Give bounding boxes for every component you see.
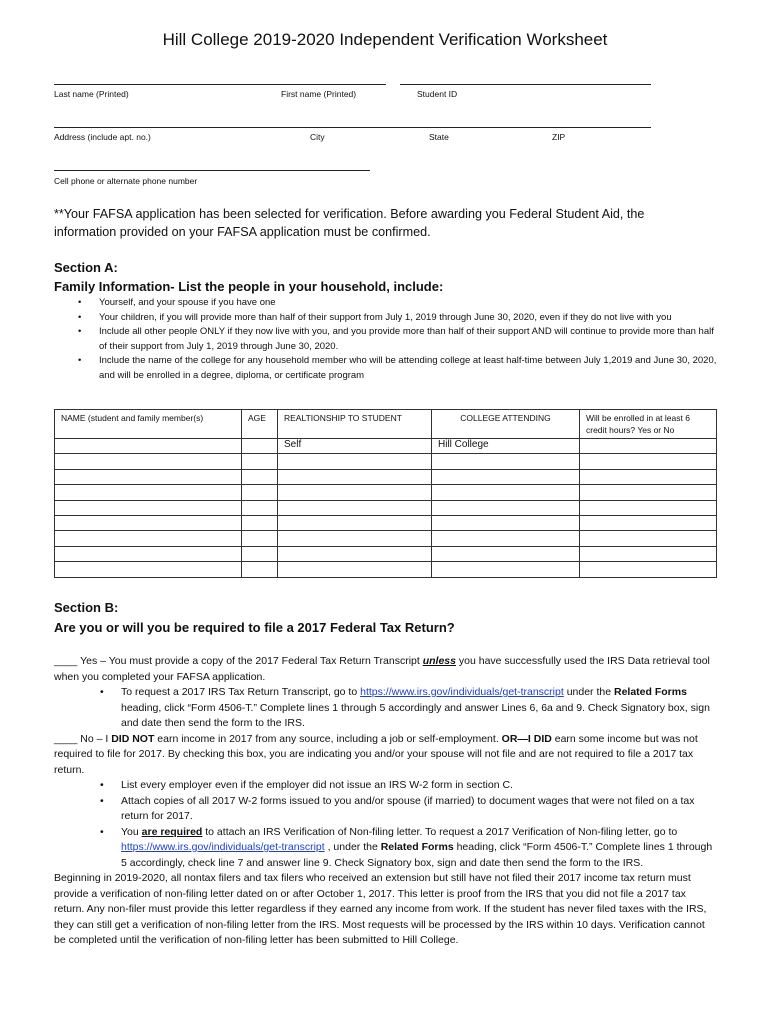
related-forms-text: Related Forms xyxy=(613,686,687,698)
cell-relationship[interactable] xyxy=(278,485,432,500)
list-item: • Yourself, and your spouse if you have one xyxy=(54,296,724,311)
first-name-label: First name (Printed) xyxy=(281,89,357,99)
cell-college[interactable] xyxy=(432,485,580,500)
list-item: • Include all other people ONLY if they now live with you, and you provide more than half of their support AND will continue to provide more than half of their support from July 1, 2019 through June 30, 2020. xyxy=(54,325,724,354)
cell-name[interactable] xyxy=(55,469,242,484)
closing-paragraph: Beginning in 2019-2020, all nontax filers and tax filers who received an extension but still have not filed their 2017 income tax return must provide a verification of non-filing letter dated on or after October 1, 2017. This letter is proof from the IRS that you did not file a 2017 tax return. Any non-filer must provide this letter regardless if they earned any income from work. If the student has never filed taxes with the IRS, they can still get a verification of non-filing letter from the IRS. Most requests will be processed by the IRS within 10 days. Verification cannot be completed until the verification of non-filing letter has been submitted to Hill College. xyxy=(54,872,707,946)
section-a-title: Section A: xyxy=(54,260,118,275)
table-header-row xyxy=(55,410,717,439)
bullet-text: To request a 2017 IRS Tax Return Transcript, go to xyxy=(121,686,361,698)
cell-relationship[interactable] xyxy=(278,562,432,577)
cell-age[interactable] xyxy=(242,485,278,500)
bullet-text: , under the xyxy=(324,841,381,853)
did-not-text: DID NOT xyxy=(111,732,155,745)
list-item: • Your children, if you will provide more than half of their support from July 1, 2019 through June 30, 2020, even if they do not live with you xyxy=(54,311,724,326)
cell-name[interactable] xyxy=(55,439,242,454)
bullet-text: heading, click “Form 4506-T.” Complete lines 1 through 5 accordingly, check line 7 and answer line 9. Check Signatory box, sign and date then send the form to the IRS. xyxy=(121,841,713,869)
cell-age[interactable] xyxy=(242,515,278,530)
cell-age[interactable] xyxy=(242,562,278,577)
bullet-text: under the xyxy=(563,686,614,698)
last-first-name-line[interactable] xyxy=(54,84,386,85)
address-label: Address (include apt. no.) xyxy=(54,132,151,142)
cell-relationship[interactable] xyxy=(278,515,432,530)
cell-age[interactable] xyxy=(242,531,278,546)
list-item xyxy=(54,825,718,872)
no-text: earn some income but was not required to file for 2017. By checking this box, you are indicating you and/or your spouse will not file and are not required to file a 2017 tax return. xyxy=(54,732,698,776)
household-table xyxy=(54,409,717,578)
cell-name[interactable] xyxy=(55,531,242,546)
last-name-label: Last name (Printed) xyxy=(54,89,129,99)
cell-name[interactable] xyxy=(55,515,242,530)
cell-enrolled[interactable] xyxy=(580,515,717,530)
address-line[interactable] xyxy=(54,127,651,128)
bullet-text: heading, click “Form 4506-T.” Complete lines 1 through 5 accordingly and answer Lines 6, 6a and 9. Check Signatory box, sign and date then send the form to the IRS. xyxy=(121,701,710,729)
are-required-text: are required xyxy=(141,825,203,838)
cell-relationship[interactable] xyxy=(278,546,432,561)
list-item: • List every employer even if the employer did not issue an IRS W-2 form in section C. xyxy=(54,778,718,794)
irs-nonfiling-link[interactable]: https://www.irs.gov/individuals/get-transcript xyxy=(121,841,325,853)
no-text: earn income in 2017 from any source, including a job or self-employment. xyxy=(154,732,502,745)
phone-label: Cell phone or alternate phone number xyxy=(54,176,198,186)
unless-text: unless xyxy=(422,655,456,667)
phone-line[interactable] xyxy=(54,170,370,171)
table-row xyxy=(55,439,717,454)
no-blank[interactable]: ____ xyxy=(54,732,78,745)
or-did-text: OR—I DID xyxy=(501,732,552,745)
section-a-bullets xyxy=(54,296,724,384)
cell-enrolled[interactable] xyxy=(580,454,717,469)
related-forms-text: Related Forms xyxy=(380,841,454,853)
list-item: • Include the name of the college for any household member who will be attending college at least half-time between July 1,2019 and June 30, 2020, and will be enrolled in a degree, diploma, or certificate program xyxy=(54,354,724,383)
col-age-header: AGE xyxy=(242,410,278,439)
cell-enrolled[interactable] xyxy=(580,500,717,515)
section-b-subtitle: Are you or will you be required to file a 2017 Federal Tax Return? xyxy=(54,620,455,635)
cell-relationship[interactable] xyxy=(278,500,432,515)
intro-text: **Your FAFSA application has been selected for verification. Before awarding you Federal Student Aid, the information provided on your FAFSA application must be confirmed. xyxy=(54,207,645,239)
cell-name[interactable] xyxy=(55,454,242,469)
cell-college[interactable]: Hill College xyxy=(432,439,580,454)
cell-age[interactable] xyxy=(242,454,278,469)
cell-college[interactable] xyxy=(432,531,580,546)
col-enrolled-header: Will be enrolled in at least 6 credit hours? Yes or No xyxy=(580,410,717,439)
cell-name[interactable] xyxy=(55,500,242,515)
yes-text: Yes – You must provide a copy of the 2017 Federal Tax Return Transcript xyxy=(80,655,423,667)
yes-blank[interactable]: ____ xyxy=(54,655,78,667)
cell-relationship[interactable] xyxy=(278,454,432,469)
cell-relationship[interactable]: Self xyxy=(278,439,432,454)
list-item xyxy=(54,685,718,732)
col-relationship-header: REALTIONSHIP TO STUDENT xyxy=(278,410,432,439)
col-college-header: COLLEGE ATTENDING xyxy=(432,410,580,439)
cell-college[interactable] xyxy=(432,500,580,515)
no-bullets xyxy=(54,778,718,871)
zip-label: ZIP xyxy=(552,132,566,142)
bullet-text: to attach an IRS Verification of Non-filing letter. To request a 2017 Verification of Non-filing letter, go to xyxy=(202,825,678,838)
yes-text-cont: you have successfully used the IRS Data retrieval tool when you completed your FAFSA application. xyxy=(54,655,710,683)
table-row xyxy=(55,500,717,515)
cell-enrolled[interactable] xyxy=(580,485,717,500)
table-row xyxy=(55,546,717,561)
cell-age[interactable] xyxy=(242,500,278,515)
cell-enrolled[interactable] xyxy=(580,531,717,546)
bullet-text: You xyxy=(121,825,142,838)
cell-college[interactable] xyxy=(432,546,580,561)
cell-enrolled[interactable] xyxy=(580,562,717,577)
section-b-heading xyxy=(54,598,455,638)
cell-relationship[interactable] xyxy=(278,531,432,546)
list-item: • Attach copies of all 2017 W-2 forms issued to you and/or spouse (if married) to document wages that were not filed on a tax return for 2017. xyxy=(54,794,718,825)
table-row xyxy=(55,562,717,577)
cell-name[interactable] xyxy=(55,546,242,561)
city-label: City xyxy=(310,132,325,142)
col-name-header: NAME (student and family member(s) xyxy=(55,410,242,439)
section-a-subtitle: Family Information- List the people in your household, include: xyxy=(54,279,444,294)
cell-college[interactable] xyxy=(432,515,580,530)
yes-option xyxy=(54,654,718,685)
cell-age[interactable] xyxy=(242,439,278,454)
cell-enrolled[interactable] xyxy=(580,546,717,561)
cell-college[interactable] xyxy=(432,562,580,577)
table-row xyxy=(55,515,717,530)
student-id-label: Student ID xyxy=(417,89,458,99)
no-text: No – I xyxy=(77,732,112,745)
yes-bullets xyxy=(54,685,718,732)
table-row xyxy=(55,531,717,546)
page-title: Hill College 2019-2020 Independent Verification Worksheet xyxy=(162,30,608,49)
cell-enrolled[interactable] xyxy=(580,439,717,454)
section-a-heading xyxy=(54,258,443,296)
table-row xyxy=(55,454,717,469)
cell-relationship[interactable] xyxy=(278,469,432,484)
student-id-line[interactable] xyxy=(400,84,651,85)
table-row xyxy=(55,485,717,500)
no-option xyxy=(54,732,718,779)
section-b-body xyxy=(54,654,718,949)
irs-transcript-link[interactable]: https://www.irs.gov/individuals/get-transcript xyxy=(360,686,564,698)
cell-enrolled[interactable] xyxy=(580,469,717,484)
cell-name[interactable] xyxy=(55,562,242,577)
cell-age[interactable] xyxy=(242,469,278,484)
cell-college[interactable] xyxy=(432,469,580,484)
state-label: State xyxy=(429,132,449,142)
cell-college[interactable] xyxy=(432,454,580,469)
cell-age[interactable] xyxy=(242,546,278,561)
cell-name[interactable] xyxy=(55,485,242,500)
section-b-title: Section B: xyxy=(54,600,119,615)
table-row xyxy=(55,469,717,484)
